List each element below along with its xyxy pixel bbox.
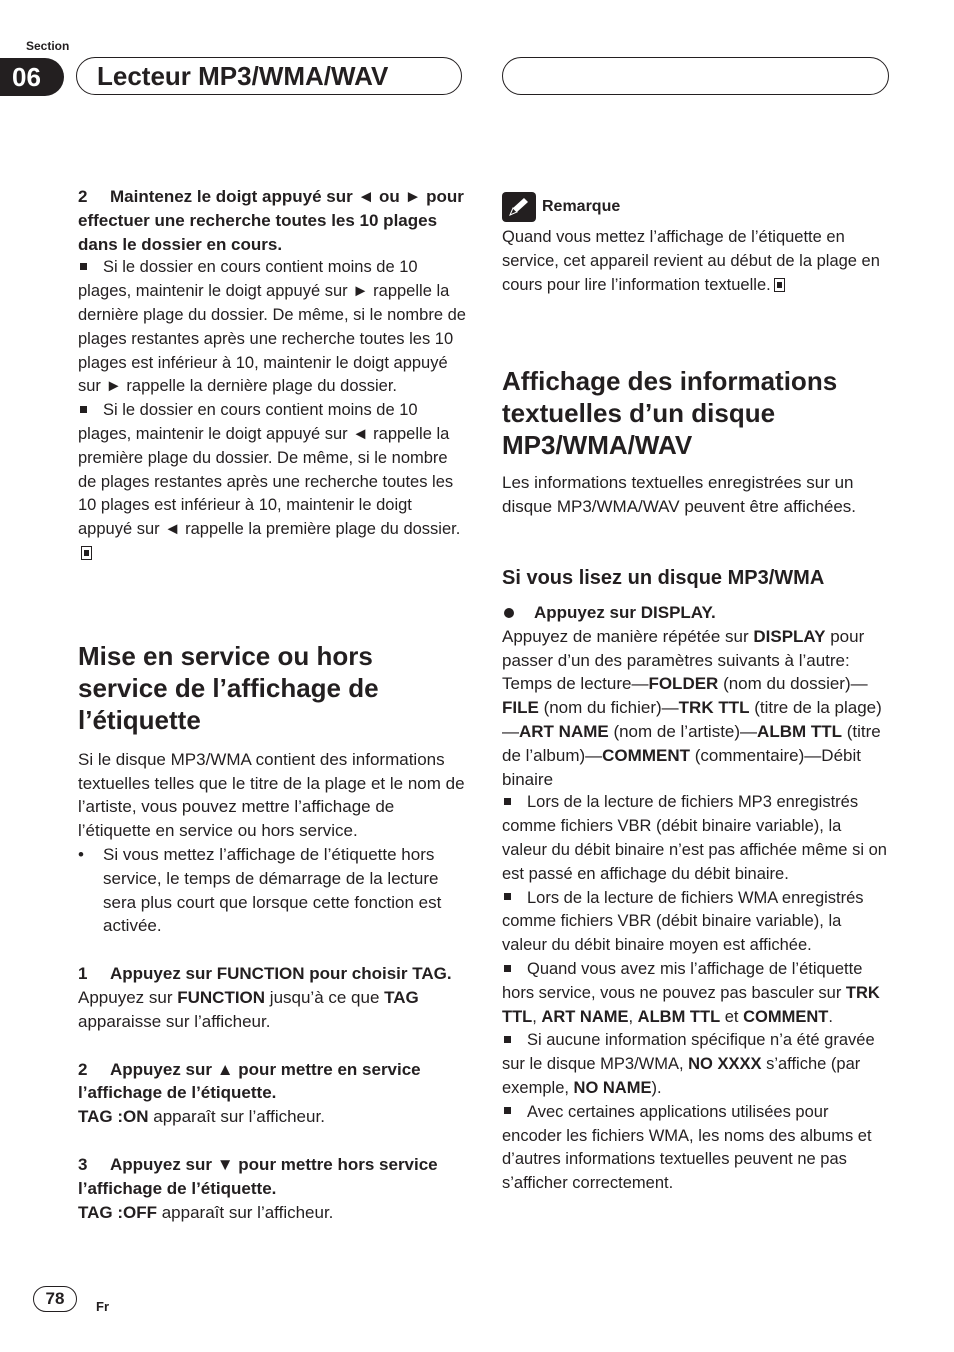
square-bullet-icon <box>504 798 511 805</box>
display-note-5: Avec certaines applications utilisées pour encoder les fichiers WMA, les noms des albums et d’autres informations textuelles peuvent ne pas s’afficher correctement. <box>502 1102 872 1193</box>
pencil-note-icon <box>502 192 536 222</box>
page-number: 78 <box>33 1286 77 1312</box>
display-sequence: Temps de lecture—FOLDER (nom du dossier)—FILE (nom du fichier)—TRK TTL (titre de la plage)—ART NAME (nom de l’artiste)—ALBM TTL (titre de l’album)—COMMENT (commentaire)—Débit binaire <box>502 674 882 789</box>
square-bullet-icon <box>504 965 511 972</box>
square-bullet-icon <box>80 406 87 413</box>
remark-header: Remarque <box>502 192 890 222</box>
display-note-2: Lors de la lecture de fichiers WMA enregistrés comme fichiers VBR (débit binaire variable), la valeur du débit binaire moyen est affichée. <box>502 888 864 955</box>
step-2-note-2: Si le dossier en cours contient moins de 10 plages, maintenir le doigt appuyé sur ◄ rappelle la première plage du dossier. De même, si le nombre de plages restantes après une recherche toutes les 10 plages est inférieur à 10, maintenir le doigt appuyé sur ◄ rappelle la première plage du dossier. <box>78 399 466 566</box>
right-column <box>502 192 890 1196</box>
step-3-tag-off-detail: TAG :OFF apparaît sur l’afficheur. <box>78 1202 334 1222</box>
step-3-tag-off: 3 Appuyez sur ▼ pour mettre hors service l’affichage de l’étiquette. <box>78 1154 438 1198</box>
left-column <box>78 185 466 1224</box>
section-heading-tag-display: Mise en service ou hors service de l’affichage de l’étiquette <box>78 640 379 735</box>
section-label: Section <box>26 39 70 53</box>
square-bullet-icon <box>504 893 511 900</box>
language-code: Fr <box>96 1299 109 1314</box>
section-heading-text-info: Affichage des informations textuelles d’un disque MP3/WMA/WAV <box>502 366 838 461</box>
end-mark-icon <box>81 546 92 560</box>
text-info-intro: Les informations textuelles enregistrées sur un disque MP3/WMA/WAV peuvent être affichées. <box>502 473 857 517</box>
header-right-frame <box>502 57 889 95</box>
subheading-mp3-wma: Si vous lisez un disque MP3/WMA <box>502 566 825 589</box>
step-1-detail: Appuyez sur FUNCTION jusqu’à ce que TAG apparaisse sur l’afficheur. <box>78 987 419 1031</box>
display-note-1: Lors de la lecture de fichiers MP3 enregistrés comme fichiers VBR (débit binaire variable), la valeur du débit binaire n’est pas affichée même si on est passé en affichage du débit binaire. <box>502 793 887 883</box>
square-bullet-icon <box>504 1036 511 1043</box>
bullet-icon: • <box>78 844 84 864</box>
tag-intro: Si le disque MP3/WMA contient des informations textuelles telles que le titre de la plage et le nom de l’artiste, vous pouvez mettre l’affichage de l’étiquette en service ou hors service. <box>78 749 465 841</box>
square-bullet-icon <box>504 1107 511 1114</box>
step-1-function: 1 Appuyez sur FUNCTION pour choisir TAG. <box>78 964 452 984</box>
tag-intro-bullet: • Si vous mettez l’affichage de l’étiquette hors service, le temps de démarrage de la lecture sera plus court que lorsque cette fonction est activée. <box>78 843 466 938</box>
round-bullet-icon <box>504 608 514 618</box>
display-detail: Appuyez de manière répétée sur DISPLAY pour passer d’un des paramètres suivants à l’autre: <box>502 626 865 670</box>
step-2-note-1: Si le dossier en cours contient moins de 10 plages, maintenir le doigt appuyé sur ► rappelle la dernière plage du dossier. De même, si le nombre de plages restantes après une recherche toutes les 10 plages est inférieur à 10, maintenir le doigt appuyé sur ► rappelle la dernière plage du dossier. <box>78 258 466 396</box>
square-bullet-icon <box>80 263 87 270</box>
display-step: Appuyez sur DISPLAY. <box>502 601 890 625</box>
section-number-badge: 06 <box>0 58 64 96</box>
display-note-4: Si aucune information spécifique n’a été gravée sur le disque MP3/WMA, NO XXXX s’affiche (par exemple, NO NAME). <box>502 1031 875 1097</box>
step-2-tag-on: 2 Appuyez sur ▲ pour mettre en service l’affichage de l’étiquette. <box>78 1059 421 1103</box>
step-2-search: 2 Maintenez le doigt appuyé sur ◄ ou ► pour effectuer une recherche toutes les 10 plages dans le dossier en cours. <box>78 187 464 254</box>
chapter-title: Lecteur MP3/WMA/WAV <box>97 61 389 91</box>
end-mark-icon <box>774 278 785 292</box>
remark-text: Quand vous mettez l’affichage de l’étiquette en service, cet appareil revient au début de la plage en cours pour lire l’information textuelle. <box>502 228 880 294</box>
display-note-3: Quand vous avez mis l’affichage de l’étiquette hors service, vous ne pouvez pas basculer sur TRK TTL, ART NAME, ALBM TTL et COMMENT. <box>502 959 880 1026</box>
step-2-tag-on-detail: TAG :ON apparaît sur l’afficheur. <box>78 1107 325 1127</box>
